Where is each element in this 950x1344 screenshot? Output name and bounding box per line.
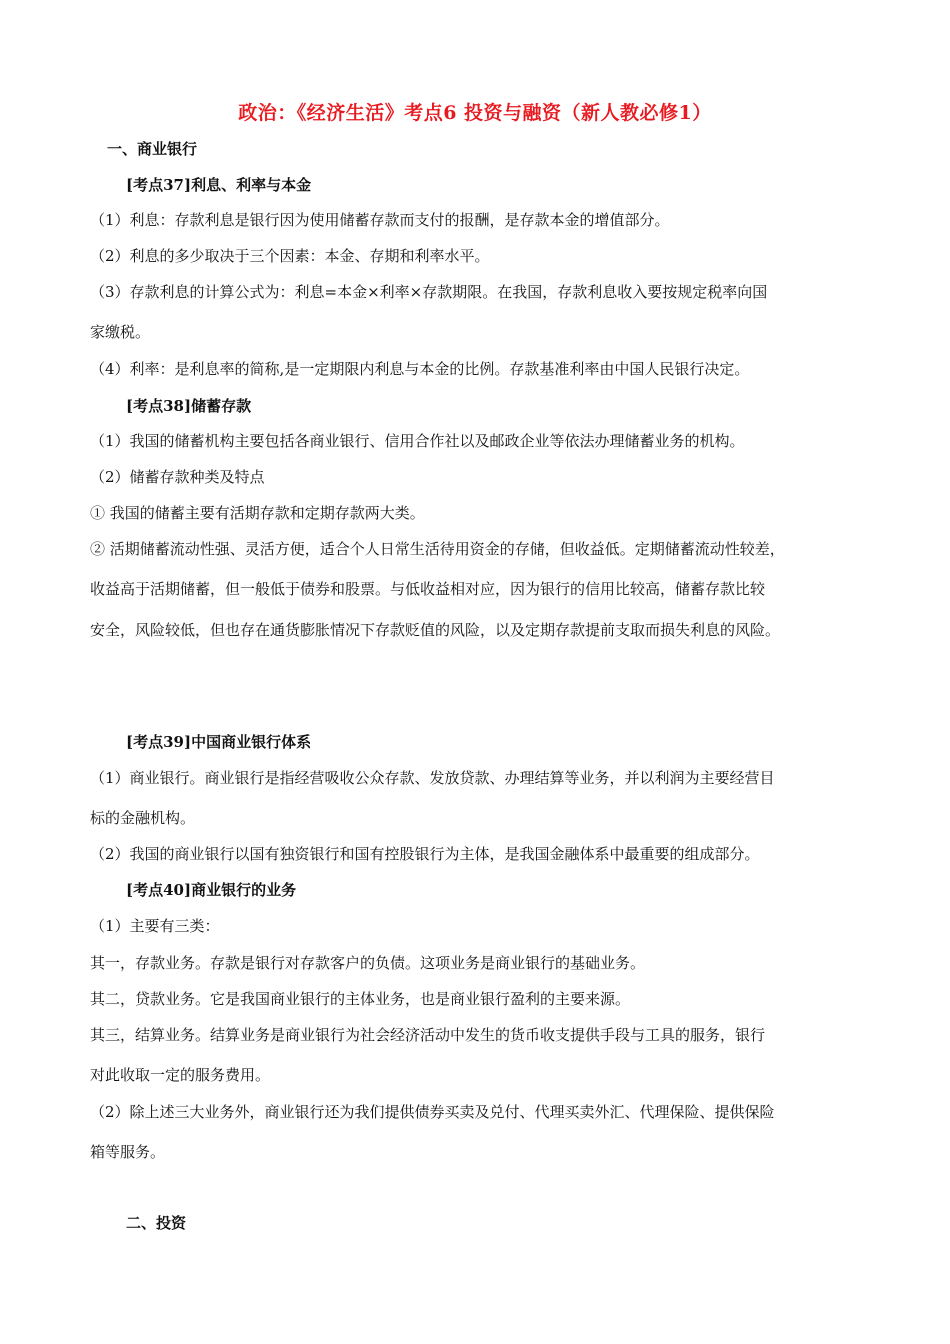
kp40-heading: [考点40]商业银行的业务 — [126, 881, 297, 899]
kp37-line-3a: （3）存款利息的计算公式为：利息=本金×利率×存款期限。在我国，存款利息收入要按规定税率向国 — [90, 283, 768, 301]
kp38-line-1: （1）我国的储蓄机构主要包括各商业银行、信用合作社以及邮政企业等依法办理储蓄业务的机构。 — [90, 432, 745, 450]
kp39-heading: [考点39]中国商业银行体系 — [126, 733, 312, 751]
kp40-line-3: 其二，贷款业务。它是我国商业银行的主体业务，也是商业银行盈利的主要来源。 — [90, 990, 631, 1008]
kp39-line-2: （2）我国的商业银行以国有独资银行和国有控股银行为主体，是我国金融体系中最重要的组成部分。 — [90, 845, 760, 863]
kp38-line-4a: ② 活期储蓄流动性强、灵活方便，适合个人日常生活待用资金的存储，但收益低。定期储蓄流动性较差， — [90, 540, 785, 558]
kp37-line-3b: 家缴税。 — [90, 323, 151, 341]
kp40-line-4b: 对此收取一定的服务费用。 — [90, 1066, 271, 1084]
kp37-line-4: （4）利率：是利息率的简称,是一定期限内利息与本金的比例。存款基准利率由中国人民银行决定。 — [90, 360, 750, 378]
kp38-line-2: （2）储蓄存款种类及特点 — [90, 468, 265, 486]
page-title: 政治：《经济生活》考点6 投资与融资（新人教必修1） — [238, 102, 712, 124]
kp38-heading: [考点38]储蓄存款 — [126, 397, 252, 415]
kp38-line-4b: 收益高于活期储蓄，但一般低于债券和股票。与低收益相对应，因为银行的信用比较高，储蓄存款比较 — [90, 580, 766, 598]
kp40-line-5b: 箱等服务。 — [90, 1143, 166, 1161]
section-heading-investment: 二、投资 — [126, 1214, 187, 1232]
kp39-line-1b: 标的金融机构。 — [90, 809, 196, 827]
kp37-line-2: （2）利息的多少取决于三个因素：本金、存期和利率水平。 — [90, 247, 490, 265]
section-heading-commercial-bank: 一、商业银行 — [107, 140, 198, 158]
kp37-line-1: （1）利息：存款利息是银行因为使用储蓄存款而支付的报酬，是存款本金的增值部分。 — [90, 211, 670, 229]
kp40-line-5a: （2）除上述三大业务外，商业银行还为我们提供债券买卖及兑付、代理买卖外汇、代理保险、提供保险 — [90, 1103, 775, 1121]
kp38-line-3: ① 我国的储蓄主要有活期存款和定期存款两大类。 — [90, 504, 425, 522]
kp38-line-4c: 安全，风险较低，但也存在通货膨胀情况下存款贬值的风险，以及定期存款提前支取而损失利息的风险。 — [90, 621, 781, 639]
kp40-line-4a: 其三，结算业务。结算业务是商业银行为社会经济活动中发生的货币收支提供手段与工具的服务，银行 — [90, 1026, 766, 1044]
kp40-line-2: 其一，存款业务。存款是银行对存款客户的负债。这项业务是商业银行的基础业务。 — [90, 954, 646, 972]
kp39-line-1a: （1）商业银行。商业银行是指经营吸收公众存款、发放贷款、办理结算等业务，并以利润为主要经营目 — [90, 769, 775, 787]
kp40-line-1: （1）主要有三类： — [90, 917, 220, 935]
kp37-heading: [考点37]利息、利率与本金 — [126, 176, 312, 194]
